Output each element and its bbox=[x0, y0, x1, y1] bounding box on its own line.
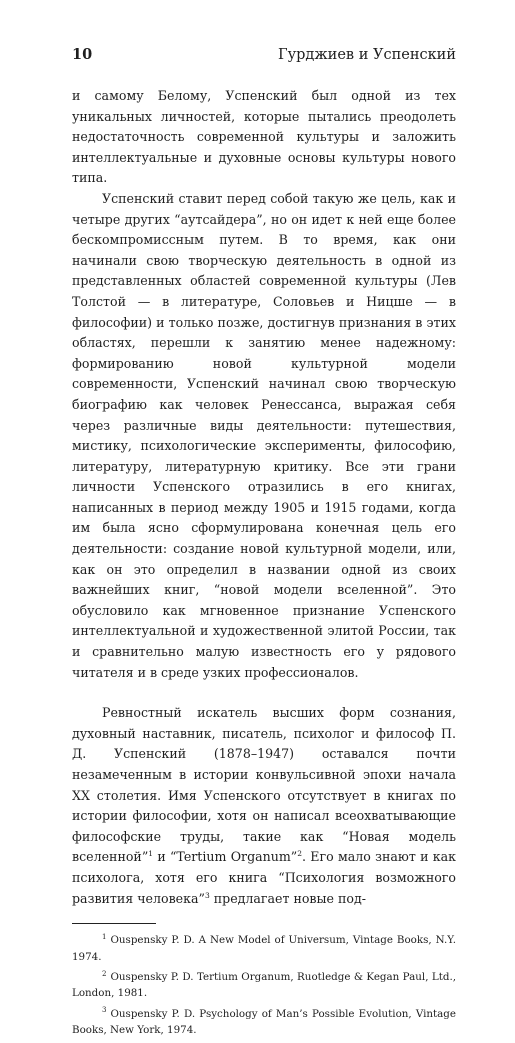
running-title: Гурджиев и Успенский bbox=[278, 47, 456, 63]
paragraph-3 bbox=[72, 703, 456, 909]
footnote-3 bbox=[72, 1006, 456, 1039]
footnote-number: 3 bbox=[102, 1006, 107, 1015]
footnote-number: 2 bbox=[102, 969, 107, 978]
paragraph-2: Успенский ставит перед собой такую же цель, как и четыре других “аутсайдера”, но он идет к ней еще более бескомпромиссным путем. В то время, как они начинали свою творческую деятельность в одной из представленных областей современной культуры (Лев Толстой — в литературе, Соловьев и Ницше — в философии) и только позже, достигнув признания в этих областях, перешли к занятию менее надежному: формированию новой культурной модели современности, Успенский начинал свою творческую биографию как человек Ренессанса, выражая себя через различные виды деятельности: путешествия, мистику, психологические эксперименты, философию, литературу, литературную критику. Все эти грани личности Успенского отразились в его книгах, написанных в период между 1905 и 1915 годами, когда им была ясно сформулирована конечная цель его деятельности: создание новой культурной модели, или, как он это определил в названии одной из своих важнейших книг, “новой модели вселенной”. Это обусловило как мгновенное признание Успенского интеллектуальной и художественной элитой России, так и сравнительно малую известность его у рядового читателя и в среде узких профессионалов. bbox=[72, 190, 456, 680]
paragraph-1: и самому Белому, Успенский был одной из тех уникальных личностей, которые пытались преодолеть недостаточность современной культуры и заложить интеллектуальные и духовные основы культуры нового типа. bbox=[72, 88, 456, 186]
footnote-1 bbox=[72, 932, 456, 965]
footnote-2 bbox=[72, 969, 456, 1002]
paragraph-3-text-b: и “Tertium Organum” bbox=[153, 849, 298, 865]
footnote-text: Ouspensky P. D. Psychology of Man’s Possible Evolution, Vintage Books, New York, 1974. bbox=[72, 1007, 456, 1037]
footnote-text: Ouspensky P. D. A New Model of Universum, Vintage Books, N.Y. 1974. bbox=[72, 934, 456, 963]
footnote-ref-3[interactable]: 3 bbox=[204, 890, 210, 900]
footnote-ref-2[interactable]: 2 bbox=[297, 849, 303, 859]
paragraph-3-text-d: предлагает новые под- bbox=[209, 890, 366, 906]
footnote-divider bbox=[72, 923, 156, 924]
page-header bbox=[72, 46, 456, 70]
body-text bbox=[72, 86, 456, 909]
footnotes bbox=[72, 932, 456, 1038]
page-number: 10 bbox=[72, 46, 93, 63]
book-page bbox=[72, 46, 456, 1043]
footnote-text: Ouspensky P. D. Tertium Organum, Ruotledge & Kegan Paul, Ltd., London, 1981. bbox=[72, 970, 456, 1000]
paragraph-3-text-a: Ревностный искатель высших форм сознания, духовный наставник, писатель, психолог и философ П. Д. Успенский (1878–1947) оставался почти незамеченным в истории конвульсивной эпохи начала XX столетия. Имя Успенского отсутствует в книгах по истории философии, хотя он написал всеохватывающие философские труды, такие как “Новая модель вселенной” bbox=[72, 705, 456, 865]
footnote-ref-1[interactable]: 1 bbox=[148, 849, 154, 859]
footnote-number: 1 bbox=[102, 932, 107, 941]
paragraph-3-text-c: . Его мало знают и как психолога, хотя его книга “Психология возможного развития человека” bbox=[72, 849, 456, 906]
